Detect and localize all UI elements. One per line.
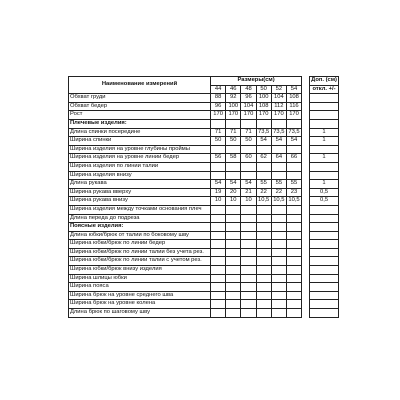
measurement-value	[271, 300, 286, 309]
measurement-value	[256, 257, 271, 266]
measurement-value	[226, 223, 241, 232]
measurement-value: 96	[211, 102, 226, 111]
measurement-value	[271, 214, 286, 223]
gap-cell	[302, 300, 310, 309]
measurement-value	[256, 274, 271, 283]
tolerance-value	[310, 223, 339, 232]
measurement-value	[286, 223, 301, 232]
header-measurement-name: Наименование измерений	[69, 77, 211, 94]
tolerance-value	[310, 111, 339, 120]
measurement-value: 54	[271, 137, 286, 146]
measurement-label: Ширина брюк на уровне среднего шва	[69, 291, 211, 300]
measurement-value: 22	[271, 188, 286, 197]
gap-cell	[302, 128, 310, 137]
measurement-value: 10,5	[271, 197, 286, 206]
measurement-value: 92	[226, 94, 241, 103]
measurement-label: Ширина шлицы юбки	[69, 274, 211, 283]
measurement-value: 170	[226, 111, 241, 120]
measurement-value	[256, 205, 271, 214]
measurement-value	[256, 291, 271, 300]
table-row	[69, 128, 339, 137]
table-row	[69, 266, 339, 275]
measurement-label: Ширина изделия внизу	[69, 171, 211, 180]
measurement-value	[241, 274, 256, 283]
measurement-value: 73,5	[256, 128, 271, 137]
table-row	[69, 102, 339, 111]
measurement-value: 54	[226, 180, 241, 189]
size-header: 48	[241, 85, 256, 94]
tolerance-value: 1	[310, 180, 339, 189]
table-row	[69, 162, 339, 171]
measurement-value: 55	[256, 180, 271, 189]
gap-cell	[302, 137, 310, 146]
measurement-value	[256, 171, 271, 180]
measurement-value	[256, 145, 271, 154]
measurement-value	[211, 266, 226, 275]
measurement-label: Длина брюк по шаговому шву	[69, 309, 211, 318]
measurement-value	[271, 162, 286, 171]
measurement-value: 56	[211, 154, 226, 163]
measurement-value	[241, 145, 256, 154]
measurement-value: 112	[271, 102, 286, 111]
measurement-value	[226, 240, 241, 249]
measurement-value	[256, 248, 271, 257]
measurement-value	[286, 231, 301, 240]
measurement-value	[241, 214, 256, 223]
gap-cell	[302, 266, 310, 275]
tolerance-value	[310, 205, 339, 214]
measurement-value: 170	[241, 111, 256, 120]
table-row	[69, 291, 339, 300]
measurement-value	[286, 145, 301, 154]
measurement-label: Рост	[69, 111, 211, 120]
table-row	[69, 188, 339, 197]
measurement-value: 73,5	[286, 128, 301, 137]
table-row	[69, 111, 339, 120]
measurement-value	[226, 145, 241, 154]
gap-cell	[302, 154, 310, 163]
measurement-value	[286, 266, 301, 275]
section-heading: Поясные изделия:	[69, 223, 211, 232]
gap-cell	[302, 119, 310, 128]
measurement-value	[286, 240, 301, 249]
measurement-value: 88	[211, 94, 226, 103]
measurement-label: Ширина юбки/брюк по линии бедер	[69, 240, 211, 249]
tolerance-value: 0,5	[310, 188, 339, 197]
measurement-value	[256, 119, 271, 128]
measurement-label: Длина спинки посередине	[69, 128, 211, 137]
tolerance-value	[310, 240, 339, 249]
measurement-value	[271, 119, 286, 128]
measurement-value	[211, 283, 226, 292]
measurement-value	[271, 205, 286, 214]
measurement-label: Ширина брюк на уровне колена	[69, 300, 211, 309]
measurement-value	[271, 171, 286, 180]
measurement-value	[241, 119, 256, 128]
measurement-value	[286, 309, 301, 318]
tolerance-value	[310, 300, 339, 309]
header-tolerance-1: Доп. (см)	[311, 77, 337, 84]
tolerance-value	[310, 162, 339, 171]
table-row	[69, 309, 339, 318]
measurement-value	[286, 162, 301, 171]
tolerance-value	[310, 283, 339, 292]
table-row	[69, 223, 339, 232]
measurement-value: 10,5	[286, 197, 301, 206]
measurement-value: 100	[226, 102, 241, 111]
size-header: 52	[271, 85, 286, 94]
measurement-value: 10	[241, 197, 256, 206]
measurement-value	[211, 214, 226, 223]
measurement-label: Длина рукава	[69, 180, 211, 189]
measurement-value	[211, 274, 226, 283]
measurement-value	[226, 119, 241, 128]
measurement-value: 96	[241, 94, 256, 103]
measurement-value: 50	[241, 137, 256, 146]
measurement-value	[271, 257, 286, 266]
measurement-value: 21	[241, 188, 256, 197]
table-row	[69, 274, 339, 283]
table-row	[69, 257, 339, 266]
measurement-label: Ширина рукава вверху	[69, 188, 211, 197]
gap-cell	[302, 171, 310, 180]
measurement-value: 10	[226, 197, 241, 206]
measurement-value	[226, 266, 241, 275]
measurement-value	[241, 257, 256, 266]
measurement-value	[286, 248, 301, 257]
tolerance-value	[310, 248, 339, 257]
header-sizes: Размеры(см)	[211, 77, 302, 86]
measurement-label: Обхват бедер	[69, 102, 211, 111]
measurement-value: 100	[256, 94, 271, 103]
measurement-label: Ширина изделия на уровне линии бедер	[69, 154, 211, 163]
size-header: 50	[256, 85, 271, 94]
tolerance-value: 0,5	[310, 197, 339, 206]
measurement-value	[256, 162, 271, 171]
measurement-value	[271, 274, 286, 283]
measurement-value	[226, 248, 241, 257]
measurement-value	[256, 283, 271, 292]
table-row	[69, 283, 339, 292]
measurement-label: Обхват груди	[69, 94, 211, 103]
measurement-value	[211, 171, 226, 180]
measurement-value	[256, 231, 271, 240]
measurement-value	[286, 257, 301, 266]
measurement-label: Длина юбки/брюк от талии по боковому шву	[69, 231, 211, 240]
tolerance-value	[310, 214, 339, 223]
gap-cell	[302, 162, 310, 171]
measurement-value	[241, 283, 256, 292]
measurement-value	[226, 205, 241, 214]
table-row	[69, 248, 339, 257]
measurement-value	[271, 283, 286, 292]
measurement-value: 71	[211, 128, 226, 137]
measurement-value: 55	[271, 180, 286, 189]
tolerance-value: 1	[310, 128, 339, 137]
header-gap	[302, 77, 310, 94]
gap-cell	[302, 257, 310, 266]
size-header: 54	[286, 85, 301, 94]
gap-cell	[302, 309, 310, 318]
measurement-value	[226, 171, 241, 180]
measurement-label: Ширина юбки/брюк по линии талии с учетом рез.	[69, 257, 211, 266]
tolerance-value	[310, 119, 339, 128]
gap-cell	[302, 223, 310, 232]
measurement-value	[271, 145, 286, 154]
measurement-value	[286, 205, 301, 214]
tolerance-value: 1	[310, 154, 339, 163]
measurement-value	[211, 291, 226, 300]
measurement-value	[241, 240, 256, 249]
table-row	[69, 119, 339, 128]
measurement-value	[271, 266, 286, 275]
table-row	[69, 197, 339, 206]
measurement-value: 10	[211, 197, 226, 206]
measurement-label: Ширина изделия между точками основания плеч	[69, 205, 211, 214]
measurement-label: Длина переда до подреза	[69, 214, 211, 223]
measurement-value: 116	[286, 102, 301, 111]
gap-cell	[302, 94, 310, 103]
measurement-value	[241, 162, 256, 171]
measurement-value: 64	[271, 154, 286, 163]
measurement-value	[211, 231, 226, 240]
measurement-value	[211, 248, 226, 257]
measurement-value: 50	[226, 137, 241, 146]
measurement-value	[271, 223, 286, 232]
measurement-value	[286, 300, 301, 309]
measurement-value: 170	[271, 111, 286, 120]
measurement-label: Ширина пояса	[69, 283, 211, 292]
measurement-value	[211, 240, 226, 249]
measurement-value	[241, 205, 256, 214]
table-row	[69, 205, 339, 214]
gap-cell	[302, 248, 310, 257]
measurement-value: 22	[256, 188, 271, 197]
measurement-label: Ширина юбки/брюк внизу изделия	[69, 266, 211, 275]
measurement-value: 62	[256, 154, 271, 163]
measurement-value	[286, 291, 301, 300]
measurement-value	[286, 171, 301, 180]
measurement-value	[211, 309, 226, 318]
measurement-label: Ширина рукава внизу	[69, 197, 211, 206]
measurement-value	[211, 145, 226, 154]
measurement-label: Ширина изделия на уровне глубины проймы	[69, 145, 211, 154]
measurement-value	[226, 309, 241, 318]
tolerance-value	[310, 274, 339, 283]
gap-cell	[302, 205, 310, 214]
table-row	[69, 154, 339, 163]
measurement-value: 20	[226, 188, 241, 197]
tolerance-value	[310, 291, 339, 300]
header-tolerance-2: откл. +/-	[310, 85, 339, 94]
gap-cell	[302, 240, 310, 249]
measurement-value: 23	[286, 188, 301, 197]
table-row	[69, 300, 339, 309]
size-chart	[68, 76, 339, 318]
size-header: 44	[211, 85, 226, 94]
gap-cell	[302, 214, 310, 223]
measurement-value	[271, 231, 286, 240]
measurement-value	[226, 283, 241, 292]
measurements-table	[68, 76, 339, 318]
measurement-value: 50	[211, 137, 226, 146]
measurement-value	[241, 223, 256, 232]
measurement-value	[286, 274, 301, 283]
gap-cell	[302, 145, 310, 154]
gap-cell	[302, 188, 310, 197]
table-row	[69, 171, 339, 180]
measurement-value	[256, 309, 271, 318]
measurement-value	[286, 119, 301, 128]
measurement-value	[271, 240, 286, 249]
measurement-value	[226, 257, 241, 266]
measurement-value	[256, 240, 271, 249]
measurement-value	[226, 291, 241, 300]
measurement-value: 55	[286, 180, 301, 189]
measurement-value: 170	[256, 111, 271, 120]
tolerance-value	[310, 94, 339, 103]
measurement-value	[241, 309, 256, 318]
table-row	[69, 94, 339, 103]
measurement-value: 58	[226, 154, 241, 163]
measurement-value	[256, 223, 271, 232]
measurement-value: 54	[286, 137, 301, 146]
measurement-value: 104	[271, 94, 286, 103]
gap-cell	[302, 283, 310, 292]
table-row	[69, 145, 339, 154]
tolerance-value	[310, 309, 339, 318]
gap-cell	[302, 291, 310, 300]
measurement-value	[286, 214, 301, 223]
measurement-value	[211, 300, 226, 309]
measurement-value	[241, 231, 256, 240]
measurement-value	[241, 248, 256, 257]
tolerance-value	[310, 171, 339, 180]
measurement-value: 108	[256, 102, 271, 111]
measurement-value	[226, 231, 241, 240]
measurement-value	[226, 300, 241, 309]
table-row	[69, 240, 339, 249]
measurement-value	[211, 119, 226, 128]
measurement-value	[226, 274, 241, 283]
measurement-value	[211, 162, 226, 171]
tolerance-value	[310, 145, 339, 154]
measurement-value	[211, 205, 226, 214]
measurement-value	[211, 257, 226, 266]
measurement-value	[256, 300, 271, 309]
measurement-value: 71	[241, 128, 256, 137]
gap-cell	[302, 111, 310, 120]
measurement-value: 60	[241, 154, 256, 163]
table-row	[69, 231, 339, 240]
measurement-value	[226, 162, 241, 171]
measurement-value: 54	[256, 137, 271, 146]
table-row	[69, 180, 339, 189]
table-row	[69, 137, 339, 146]
measurement-value	[271, 248, 286, 257]
measurement-value: 54	[211, 180, 226, 189]
tolerance-value	[310, 257, 339, 266]
tolerance-value	[310, 231, 339, 240]
measurement-value	[241, 291, 256, 300]
measurement-value	[226, 214, 241, 223]
measurement-value: 10,5	[256, 197, 271, 206]
measurement-value	[211, 223, 226, 232]
measurement-label: Ширина изделия по линии талии	[69, 162, 211, 171]
measurement-value	[241, 300, 256, 309]
gap-cell	[302, 102, 310, 111]
measurement-value	[256, 266, 271, 275]
tolerance-value: 1	[310, 137, 339, 146]
measurement-value	[256, 214, 271, 223]
measurement-value: 66	[286, 154, 301, 163]
measurement-value	[241, 266, 256, 275]
gap-cell	[302, 231, 310, 240]
gap-cell	[302, 197, 310, 206]
measurement-label: Ширина юбки/брюк по линии талии без учета рез.	[69, 248, 211, 257]
measurement-value	[271, 309, 286, 318]
measurement-value: 170	[286, 111, 301, 120]
tolerance-value	[310, 266, 339, 275]
gap-cell	[302, 274, 310, 283]
tolerance-value	[310, 102, 339, 111]
section-heading: Плечевые изделия:	[69, 119, 211, 128]
table-row	[69, 214, 339, 223]
measurement-value: 73,5	[271, 128, 286, 137]
measurement-value: 170	[211, 111, 226, 120]
measurement-value	[271, 291, 286, 300]
size-header: 46	[226, 85, 241, 94]
measurement-value: 104	[241, 102, 256, 111]
measurement-value: 19	[211, 188, 226, 197]
measurement-value: 108	[286, 94, 301, 103]
measurement-value	[286, 283, 301, 292]
measurement-value	[241, 171, 256, 180]
measurement-value: 71	[226, 128, 241, 137]
gap-cell	[302, 180, 310, 189]
measurement-value: 54	[241, 180, 256, 189]
measurement-label: Ширина спинки	[69, 137, 211, 146]
